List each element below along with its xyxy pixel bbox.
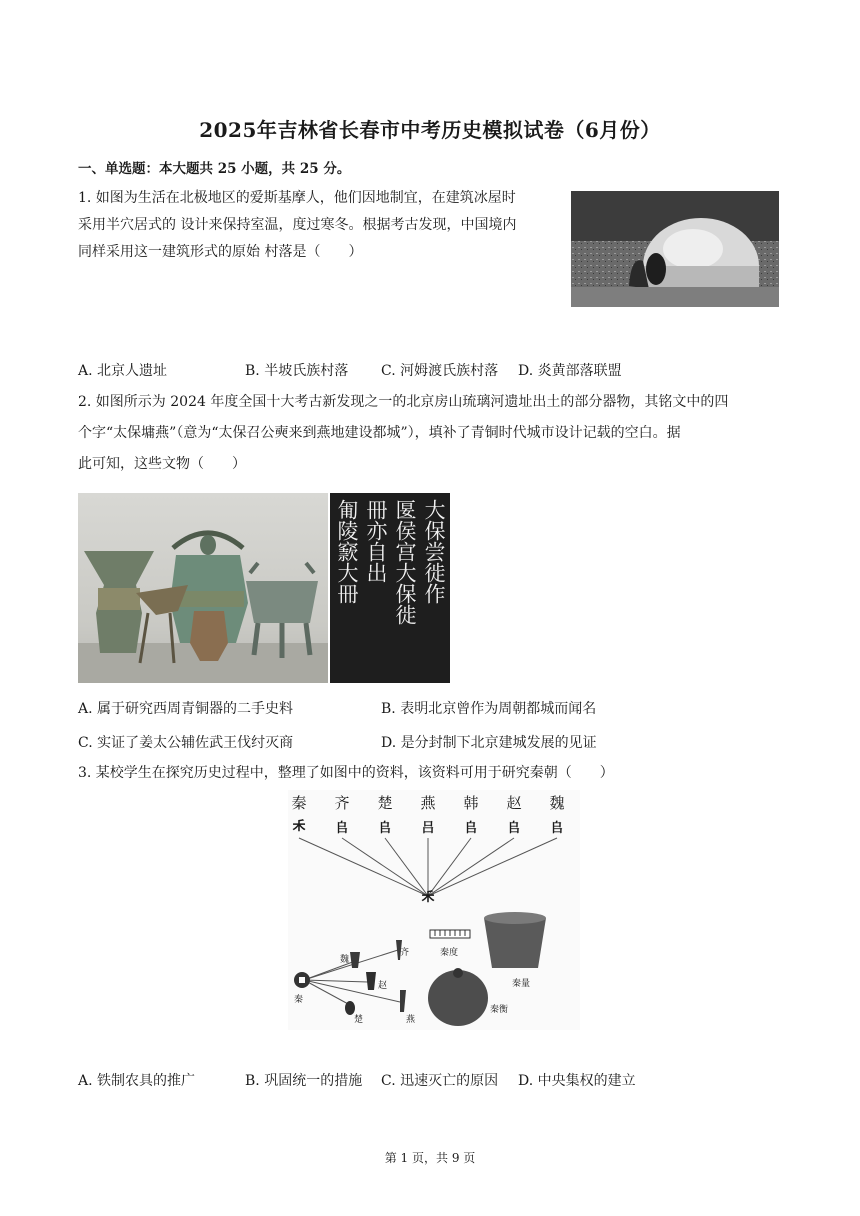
state-name: 赵 — [506, 794, 522, 812]
q3-option-c: C. 迅速灭亡的原因 — [381, 1073, 499, 1089]
inscription-column: 大保尝徙作 — [422, 499, 446, 604]
label-wei-coin: 魏 — [340, 955, 350, 965]
question-1-line: 采用半穴居式的 设计来保持室温，度过寒冬。根据考古发现，中国境内 — [78, 217, 517, 233]
label-zhao-coin: 赵 — [378, 981, 388, 991]
eskimo-igloo-photo — [571, 191, 779, 307]
q3-option-d: D. 中央集权的建立 — [518, 1073, 636, 1089]
state-name: 齐 — [334, 794, 350, 812]
page-footer: 第 1 页，共 9 页 — [384, 1151, 476, 1165]
label-qin-coin: 秦 — [294, 995, 304, 1005]
q2-option-d: D. 是分封制下北京建城发展的见证 — [381, 735, 597, 751]
q3-option-a: A. 铁制农具的推广 — [78, 1073, 196, 1089]
q1-option-b: B. 半坡氏族村落 — [245, 363, 349, 379]
question-3-stem: 3. 某校学生在探究历史过程中，整理了如图中的资料，该资料可用于研究秦朝（ ） — [78, 765, 614, 781]
page-title: 2025年吉林省长春市中考历史模拟试卷（6月份） — [199, 118, 661, 142]
label-qin-measure: 秦量 — [512, 979, 531, 989]
question-1-line: 1. 如图为生活在北极地区的爱斯基摩人，他们因地制宜，在建筑冰屋时 — [78, 190, 516, 206]
state-script: 𠂤 — [378, 821, 392, 836]
question-2-line: 个字“太保墉燕”（意为“太保召公奭来到燕地建设都城”），填补了青铜时代城市设计记载的空白。据 — [78, 425, 681, 441]
q2-option-a: A. 属于研究西周青铜器的二手史料 — [78, 701, 294, 717]
state-name: 楚 — [377, 794, 393, 812]
question-2-line: 2. 如图所示为 2024 年度全国十大考古新发现之一的北京房山琉璃河遗址出土的部分器物，其铭文中的四 — [78, 394, 729, 410]
question-2-stem — [78, 387, 788, 480]
inscription-column: 冊亦自出 — [364, 499, 388, 583]
question-1-line: 同样采用这一建筑形式的原始 村落是（ ） — [78, 244, 363, 260]
section-heading: 一、单选题：本大题共 25 小题，共 25 分。 — [78, 161, 351, 177]
state-script: 𠂤 — [464, 821, 478, 836]
q2-option-c: C. 实证了姜太公辅佐武王伐纣灭商 — [78, 735, 294, 751]
state-script: 𠂤 — [507, 821, 521, 836]
bronze-inscription-rubbing — [330, 493, 450, 683]
inscription-column: 匍陵窾大冊 — [335, 499, 359, 604]
question-2-line: 此可知，这些文物（ ） — [78, 456, 246, 472]
state-name: 秦 — [291, 794, 307, 812]
label-chu-coin: 楚 — [354, 1015, 364, 1025]
bronze-vessels-photo — [78, 493, 328, 683]
q1-option-a: A. 北京人遗址 — [78, 363, 168, 379]
state-script: 𠂤 — [550, 821, 564, 836]
state-script: 𠂤 — [335, 821, 349, 836]
q1-option-d: D. 炎黄部落联盟 — [518, 363, 622, 379]
qin-unification-figure — [288, 790, 580, 1030]
q2-option-b: B. 表明北京曾作为周朝都城而闻名 — [381, 701, 597, 717]
state-name: 魏 — [549, 794, 565, 812]
label-yan-coin: 燕 — [406, 1015, 416, 1025]
state-name: 燕 — [420, 794, 436, 812]
state-script: 𥝌 — [292, 819, 306, 834]
inscription-column: 匽侯宫大保徙 — [393, 499, 417, 625]
qin-unified-script: 𥝌 — [421, 890, 435, 905]
convergence-lines — [288, 790, 580, 1030]
q1-option-c: C. 河姆渡氏族村落 — [381, 363, 499, 379]
state-script: 吕 — [421, 821, 435, 836]
label-qi-coin: 齐 — [400, 948, 410, 958]
bronze-vessels-illustration — [78, 493, 328, 683]
q3-option-b: B. 巩固统一的措施 — [245, 1073, 363, 1089]
question-1-stem — [78, 185, 568, 266]
igloo-illustration — [571, 191, 779, 307]
label-qin-weight: 秦衡 — [490, 1005, 509, 1015]
label-qin-ruler: 秦度 — [440, 948, 459, 958]
state-name: 韩 — [463, 794, 479, 812]
